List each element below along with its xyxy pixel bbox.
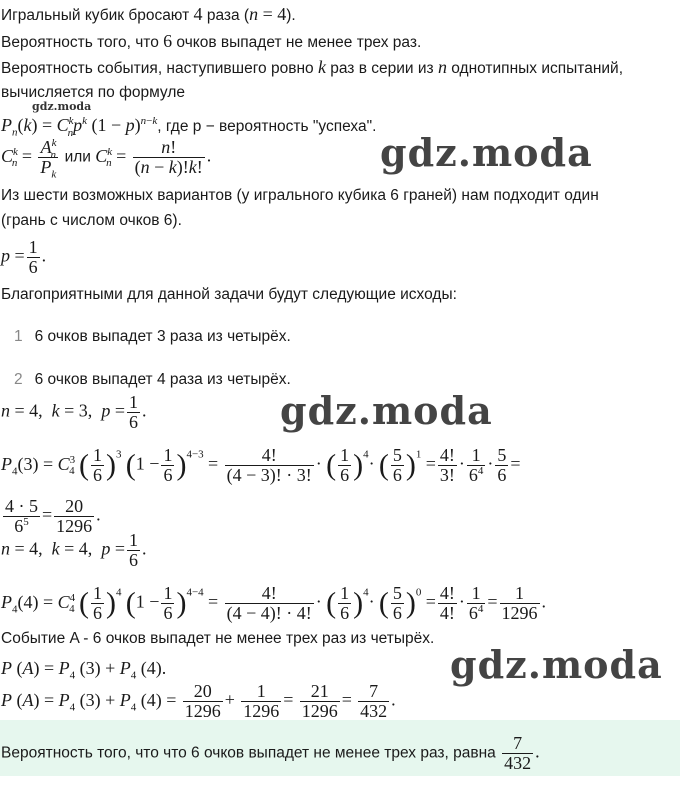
event-sum-calculation: P $(A) = P_4$ $(3) + P_4$ (4) = $\frac{20}{1296}$ + $\frac{1}{1296}$ = $\frac{21}{1296}$ = $\frac{7}{432}$ .	[1, 681, 396, 721]
line-formula-intro: вычисляется по формуле	[1, 84, 185, 101]
line-problem-statement: Вероятность того, что 6 очков выпадет не менее трех раз.	[1, 31, 422, 51]
params-case-2: n = 4, k = 4, p = $\frac{1}{6}$ .	[1, 530, 147, 570]
line-face-six: (грань с числом очков 6).	[1, 212, 182, 229]
answer-line: Вероятность того, что что 6 очков выпадет не менее трех раз, равна $\frac{7}{432}$ .	[1, 733, 540, 773]
params-case-1: n = 4, k = 3, p = $\frac{1}{6}$ .	[1, 392, 147, 432]
line-six-variants: Из шести возможных вариантов (у игрального кубика 6 граней) нам подходит один	[1, 187, 599, 204]
line-event-a: Событие A - 6 очков выпадет не менее трех раз из четырёх.	[1, 630, 435, 647]
bernoulli-formula: $P_n(k) = C^k_np^k$ $(1 - p)^{n-k}$, где p − вероятность "успеха".	[1, 115, 377, 139]
combination-formula: $C^k_n$ = $\frac{A^k_n}{P_k}$ или $C^k_n$ = $\frac{n!}{(n - k)!k!}$ .	[1, 137, 212, 181]
watermark-2: gdz.moda	[280, 388, 493, 433]
p4-4-calculation: $P_4(4) = C^4_4$ ( $\frac{1}{6}$ )$^4$ (1 − $\frac{1}{6}$ )$^{4-4}$ = $\frac{4!}{(4 - 4)! \cdot 4!}$ · ( $\frac{1}{6}$ )$^4$· ( $\frac{5}{6}$ )$^0$ = $\frac{4!}{4!}$ · $\frac{1}{6^4}$ = $\frac{1}{1296}$ .	[1, 583, 546, 623]
event-sum-formula: P $(A) = P_4$ $(3) + P_4$ (4).	[1, 658, 167, 682]
line-favorable-outcomes: Благоприятными для данной задачи будут следующие исходы:	[1, 286, 457, 303]
watermark-3: gdz.moda	[450, 642, 663, 687]
p4-3-result: $\frac{4 \cdot 5}{6^5}$ = $\frac{20}{1296}$ .	[5, 496, 101, 536]
watermark-1: gdz.moda	[380, 130, 593, 175]
outcome-item-2: 2 6 очков выпадет 4 раза из четырёх.	[14, 371, 291, 388]
outcome-item-1: 1 6 очков выпадет 3 раза из четырёх.	[14, 328, 291, 345]
line-dice-thrown: Игральный кубик бросают 4 раза (n = 4).	[1, 4, 296, 24]
line-bernoulli-intro: Вероятность события, наступившего ровно k раз в серии из n однотипных испытаний,	[1, 57, 624, 77]
p4-3-calculation: $P_4(3) = C^3_4$ ( $\frac{1}{6}$ )$^3$ (1 − $\frac{1}{6}$ )$^{4-3}$ = $\frac{4!}{(4 - 3)! \cdot 3!}$ · ( $\frac{1}{6}$ )$^4$· ( $\frac{5}{6}$ )$^1$ = $\frac{4!}{3!}$ · $\frac{1}{6^4}$ · $\frac{5}{6}$ =	[1, 445, 521, 485]
p-value: p = $\frac{1}{6}$ .	[1, 237, 47, 277]
watermark-small: gdz.moda	[32, 100, 92, 113]
